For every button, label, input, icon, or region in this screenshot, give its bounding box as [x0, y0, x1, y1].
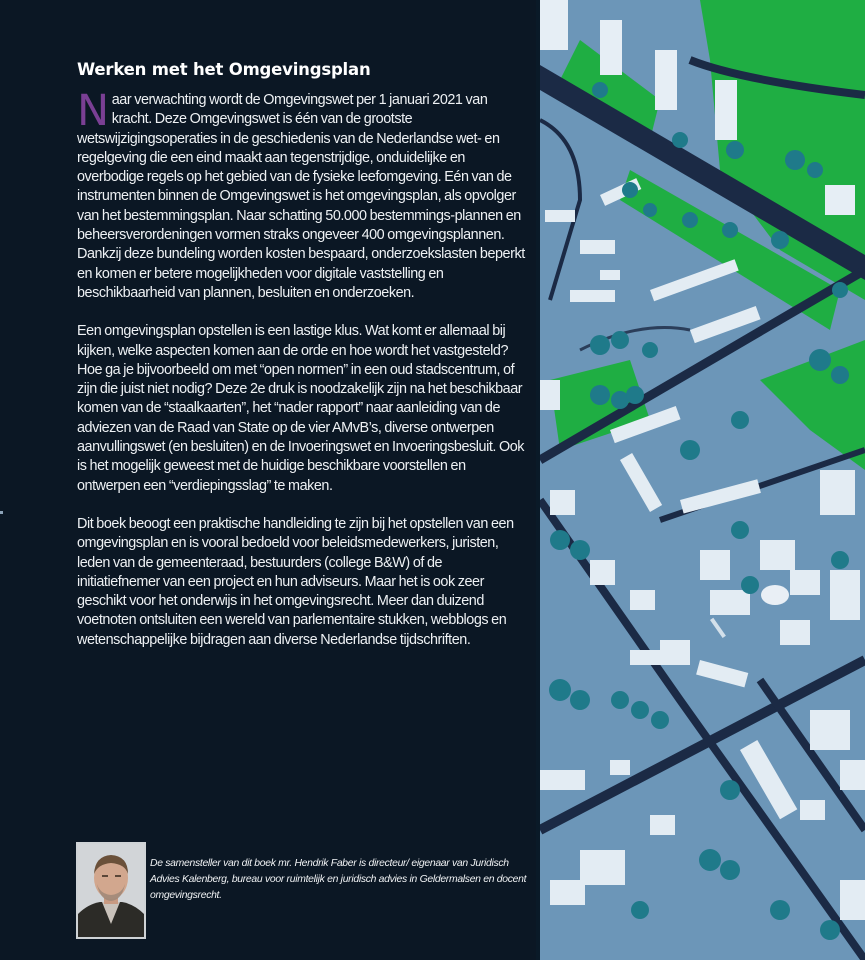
author-portrait-image: [76, 842, 146, 939]
city-model-photo: [540, 0, 865, 960]
article-paragraph-3: Dit boek beoogt een praktische handleiding te zijn bij het opstellen van een omgevingsplan en is vooral bedoeld voor beleidsmedewerkers, juristen, leden van de gemeenteraad, bestuurders (college B&W) of de initiatiefnemer van een project en hun adviseurs. Maar het is ook zeer geschikt voor het onderwijs in het omgevingsrecht. Meer dan duizend voetnoten ontsluiten een wereld van parlementaire stukken, webblogs en wetenschappelijke bijdragen aan diverse Nederlandse tijdschriften.: [77, 515, 514, 648]
stray-mark: [0, 511, 3, 514]
article-paragraph-2: Een omgevingsplan opstellen is een lastige klus. Wat komt er allemaal bij kijken, welke aspecten komen aan de orde en hoe wordt het vastgesteld? Hoe ga je bijvoorbeeld om met “open normen” in een oud stadscentrum, of zijn die juist niet nodig? Deze 2e druk is noodzakelijk zijn na het beschikbaar komen van de “staalkaarten”, het “nader rapport” naar aanleiding van de adviezen van de Raad van State op de vier AMvB’s, diverse ontwerpen aanvullingswet (en besluiten) en de Invoeringswet en Invoeringsbesluit. Ook is het mogelijk geweest met de huidige beschikbare voorstellen en ontwerpen een “verdiepingsslag” te maken.: [77, 323, 525, 494]
drop-cap: N: [77, 86, 109, 136]
article-paragraph-1: [77, 86, 527, 303]
city-model-illustration-icon: [540, 0, 865, 960]
article-column: [77, 60, 527, 669]
author-portrait-icon: [78, 844, 144, 937]
author-bio: De samensteller van dit boek mr. Hendrik Faber is directeur/ eigenaar van Juridisch Advies Kalenberg, bureau voor ruimtelijk en juridisch advies in Geldermalsen en docent omgevingsrecht.: [150, 858, 527, 902]
paragraph-1-text: aar verwachting wordt de Omgevingswet per 1 januari 2021 van kracht. Deze Omgevingswet is één van de grootste wetswijzigingsoperaties in de geschiedenis van de Nederlandse wet- en regelgeving die een eind maakt aan tegenstrijdige, onduidelijke en overbodige regels op het gebied van de fysieke leefomgeving. Eén van de instrumenten binnen de Omgevingswet is het omgevingsplan, als opvolger van het bestemmingsplan. Naar schatting 50.000 bestemmings-plannen en beheersverordeningen vormen straks ongeveer 400 omgevingsplannen. Dankzij deze bundeling worden kosten bespaard, onderzoekslasten beperkt en komen er betere mogelijkheden voor digitale vaststelling en beschikbaarheid van plannen, besluiten en onderzoeken.: [77, 92, 525, 301]
article-title: Werken met het Omgevingsplan: [77, 60, 371, 79]
